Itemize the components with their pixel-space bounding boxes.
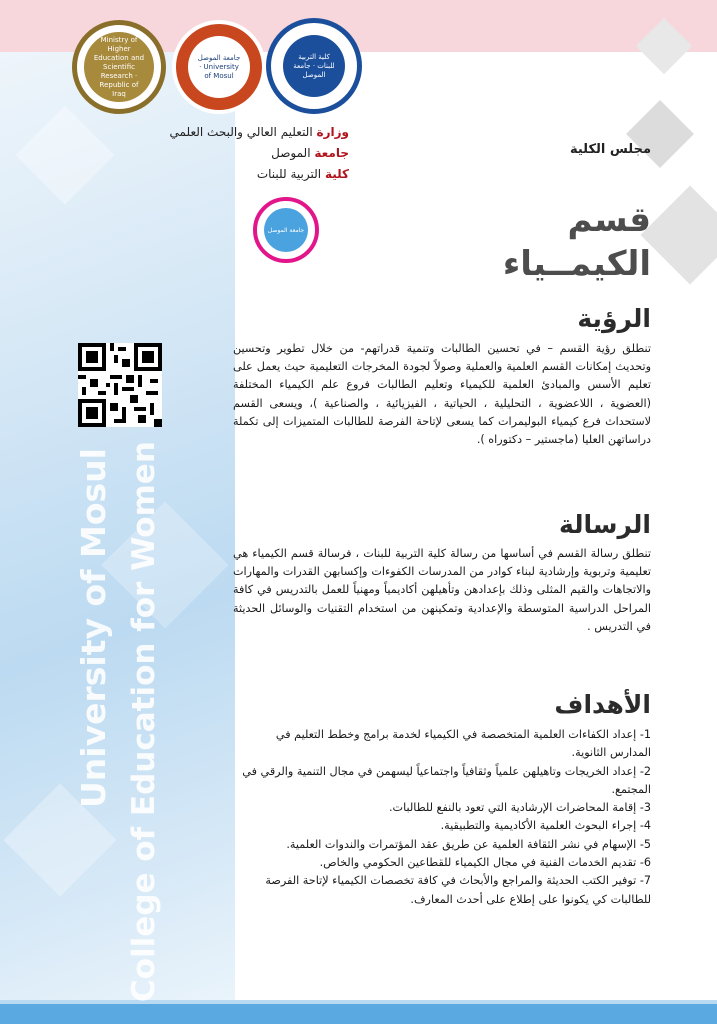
department-emblem-text: جامعة الموصل bbox=[267, 226, 305, 234]
goal-item: 5- الإسهام في نشر الثقافة العلمية عن طريق عقد المؤتمرات والندوات العلمية. bbox=[286, 837, 651, 851]
department-title-line1: قسم bbox=[567, 200, 651, 240]
university-logo bbox=[172, 20, 266, 114]
side-text-college: College of Education for Women bbox=[126, 441, 162, 1002]
college-key: كلية bbox=[324, 167, 349, 181]
department-title-line2: الكيمــياء bbox=[502, 244, 651, 284]
university-line bbox=[129, 143, 349, 164]
ministry-logo-text: Ministry of Higher Education and Scientific Research · Republic of Iraq bbox=[93, 35, 145, 98]
diamond-decoration bbox=[626, 100, 694, 168]
ministry-line bbox=[129, 122, 349, 143]
goals-list bbox=[233, 726, 651, 909]
university-name: الموصل bbox=[271, 146, 311, 160]
college-line bbox=[129, 164, 349, 185]
college-logo-text: كلية التربية للبنات · جامعة الموصل bbox=[293, 52, 335, 79]
council-label: مجلس الكلية bbox=[569, 142, 651, 157]
department-emblem bbox=[253, 197, 319, 263]
college-logo bbox=[266, 18, 362, 114]
goals-heading: الأهداف bbox=[554, 690, 651, 719]
college-name: التربية للبنات bbox=[256, 167, 322, 181]
ministry-key: وزارة bbox=[316, 125, 349, 139]
diamond-decoration bbox=[641, 186, 717, 285]
department-title bbox=[503, 198, 651, 286]
goal-item: 1- إعداد الكفاءات العلمية المتخصصة في الكيمياء لخدمة برامج وخطط التعليم في المدارس الثانوية. bbox=[275, 728, 651, 760]
vision-heading: الرؤية bbox=[577, 304, 651, 333]
goal-item: 6- تقديم الخدمات الفنية في مجال الكيمياء للقطاعين الحكومي والخاص. bbox=[319, 856, 651, 870]
bottom-band bbox=[0, 1004, 717, 1024]
side-text-university: University of Mosul bbox=[74, 448, 113, 808]
qr-code[interactable] bbox=[78, 343, 162, 427]
mission-text: تنطلق رسالة القسم في أساسها من رسالة كلية التربية للبنات ، فرسالة قسم الكيمياء هي تعليمية وتربوية وإرشادية لبناء كوادر من المدرسات الكفوءات وإكسابهن القدرات والمهارات والاتجاهات والقيم المثلى وذلك بإعدادهن وتأهيلهن أكاديمياً ومهنياً للعمل بالتدريس في كافة المراحل الدراسية المتوسطة والإعدادية وتمكينهن من استخدام التقنيات والوسائل الحديثة في التدريس . bbox=[233, 547, 651, 633]
vision-text: تنطلق رؤية القسم – في تحسين الطالبات وتنمية قدراتهم- من خلال تطوير وتحسين وتحديث إمكانات القسم العلمية والعملية وصولاً لجودة المخرجات التعليمية حيث يعمل على تعليم الأسس والمبادئ العلمية للكيمياء وتعليم الطالبات فروع علم الكيمياء المختلفة (العضوية ، اللاعضوية ، التحليلية ، الحياتية ، الفيزيائية ، والصناعية )، ويسعى القسم لاستحداث فرع كيمياء البوليمرات كما يسعى لإتاحة الفرصة للطالبات المتميزات إلى تكملة دراساتهن العليا (ماجستير – دكتوراه ). bbox=[233, 342, 651, 447]
institution-header bbox=[129, 122, 349, 185]
ministry-logo bbox=[72, 20, 166, 114]
goal-item: 7- توفير الكتب الحديثة والمراجع والأبحاث في كافة تخصصات الكيمياء لإتاحة الفرصة للطالبات كي يكونوا على إطلاع على أحدث المعارف. bbox=[265, 874, 651, 906]
goal-item: 2- إعداد الخريجات وتاهيلهن علمياً وثقافياً واجتماعياً ليسهمن في مجال التنمية والرقي في المجتمع. bbox=[242, 764, 651, 796]
ministry-name: التعليم العالي والبحث العلمي bbox=[169, 125, 313, 139]
university-logo-text: جامعة الموصل · University of Mosul bbox=[197, 53, 241, 80]
university-key: جامعة bbox=[314, 146, 349, 160]
goal-item: 3- إقامة المحاضرات الإرشادية التي تعود بالنفع للطالبات. bbox=[389, 801, 651, 815]
mission-heading: الرسالة bbox=[558, 510, 651, 539]
goal-item: 4- إجراء البحوث العلمية الأكاديمية والتطبيقية. bbox=[440, 819, 651, 833]
